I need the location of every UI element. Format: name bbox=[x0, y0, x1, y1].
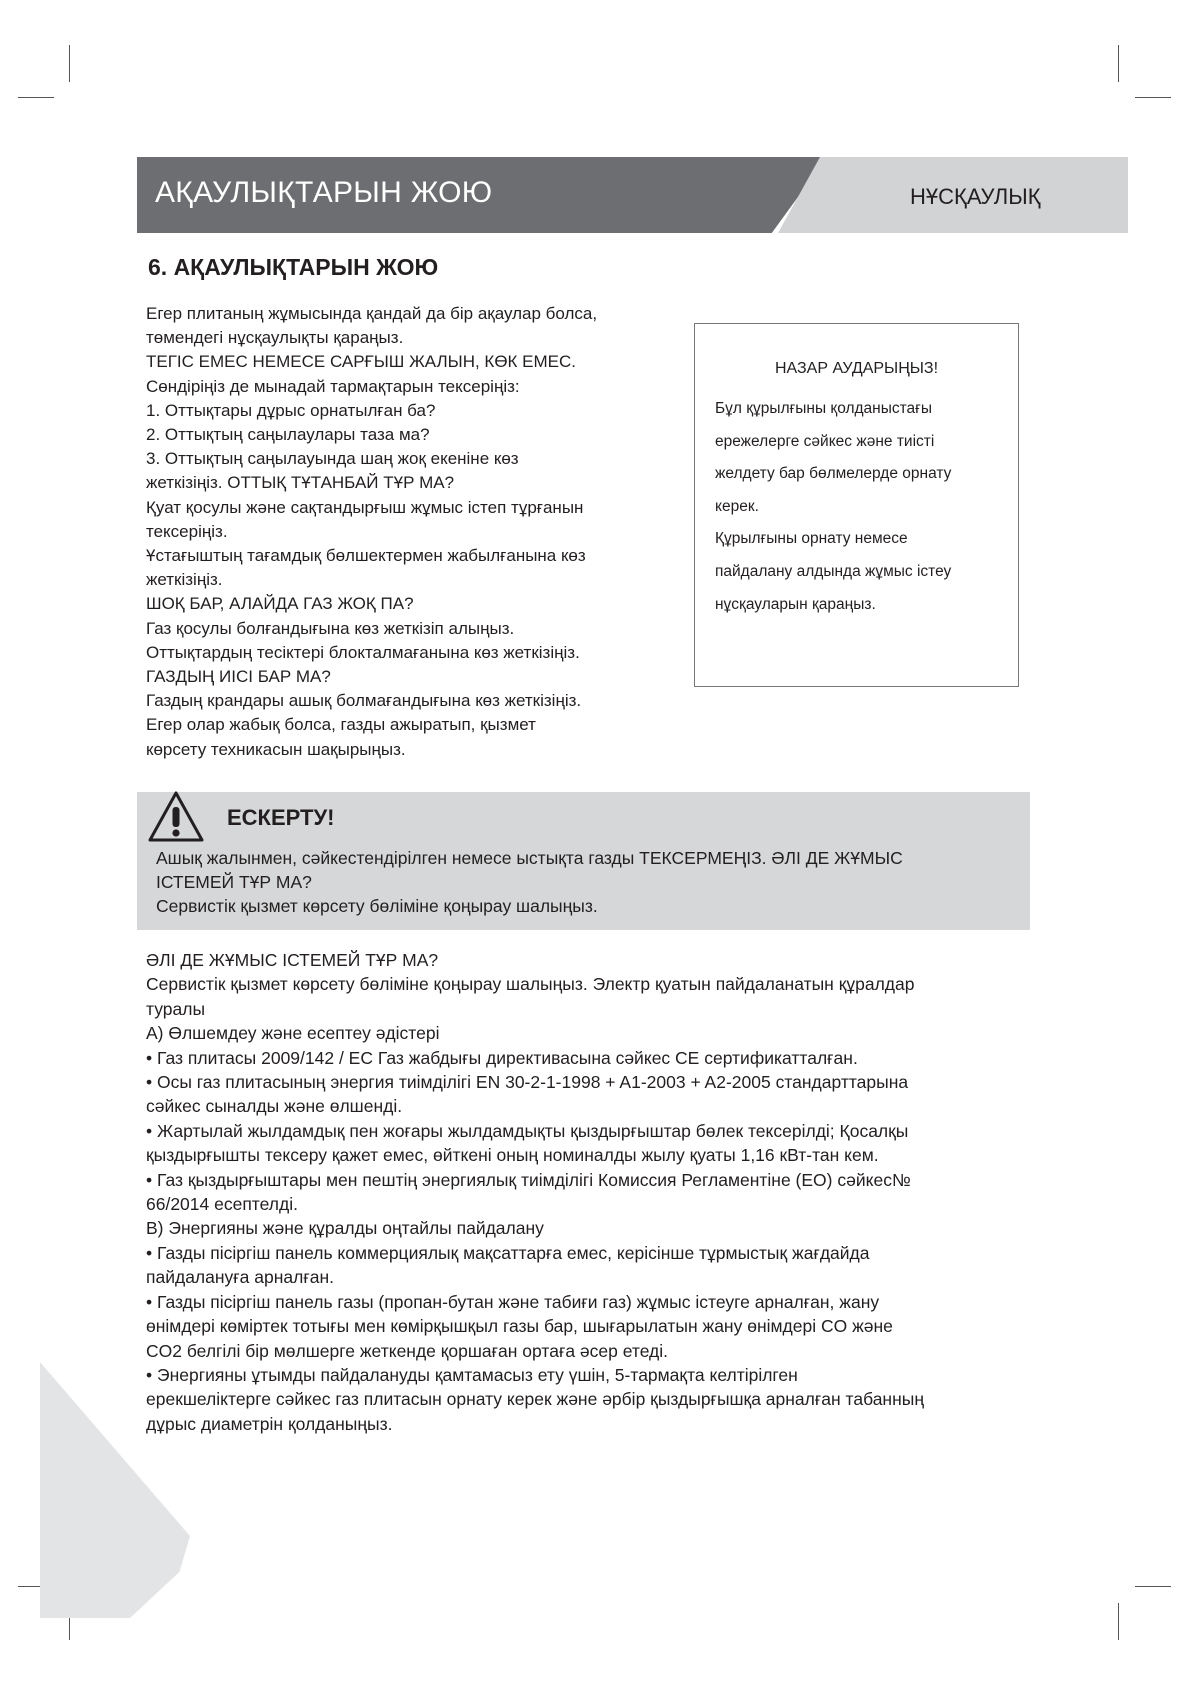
crop-mark-top-right-vertical bbox=[1118, 45, 1119, 82]
intro-line: Ұстағыштың тағамдық бөлшектермен жабылғанына көз bbox=[146, 546, 586, 566]
bottom-line: • Энергияны ұтымды пайдалануды қамтамасыз ету үшін, 5-тармақта келтірілген bbox=[146, 1364, 798, 1385]
note-line: Бұл құрылғыны қолданыстағы bbox=[715, 400, 932, 417]
note-line: желдету бар бөлмелерде орнату bbox=[715, 465, 952, 483]
bottom-line: • Осы газ плитасының энергия тиімділігі EN 30-2-1-1998 + A1-2003 + A2-2005 стандарттарына bbox=[146, 1072, 909, 1093]
note-title: НАЗАР АУДАРЫҢЫЗ! bbox=[774, 360, 939, 377]
energy-info-text bbox=[146, 948, 1026, 1436]
bottom-line: ӘЛІ ДЕ ЖҰМЫС ІСТЕМЕЙ ТҰР МА? bbox=[146, 950, 439, 970]
note-line: керек. bbox=[715, 497, 759, 515]
bottom-line: Сервистік қызмет көрсету бөліміне қоңырау шалыңыз. Электр қуатын пайдаланатын құралдар bbox=[146, 974, 915, 995]
intro-line: 3. Оттықтың саңылауында шаң жоқ екеніне көз bbox=[146, 449, 519, 469]
bottom-line: • Газды пісіргіш панель коммерциялық мақсаттарға емес, керісінше тұрмыстық жағдайда bbox=[146, 1242, 870, 1263]
bottom-line: B) Энергияны және құралды оңтайлы пайдалану bbox=[146, 1218, 544, 1239]
note-line: нұсқауларын қараңыз. bbox=[715, 595, 876, 613]
intro-line: көрсету техникасын шақырыңыз. bbox=[146, 739, 406, 759]
bottom-line: • Газ қыздырғыштары мен пештің энергиялық тиімділігі Комиссия Регламентіне (ЕО) сәйкес№ bbox=[146, 1169, 911, 1190]
note-body bbox=[715, 393, 1005, 621]
intro-line: жеткізіңіз. bbox=[146, 570, 223, 590]
bottom-line: • Жартылай жылдамдық пен жоғары жылдамдықты қыздырғыштар бөлек тексерілді; Қосалқы bbox=[146, 1120, 909, 1141]
warning-title: ЕСКЕРТУ! bbox=[227, 805, 335, 830]
note-line: ережелерге сәйкес және тиісті bbox=[715, 432, 935, 450]
bottom-line: 66/2014 есептелді. bbox=[146, 1194, 298, 1215]
crop-mark-bottom-right-vertical bbox=[1118, 1603, 1119, 1640]
bottom-line: пайдалануға арналған. bbox=[146, 1267, 334, 1288]
intro-line: ТЕГІС ЕМЕС НЕМЕСЕ САРҒЫШ ЖАЛЫН, КӨК ЕМЕС. bbox=[146, 352, 577, 372]
intro-line: 1. Оттықтары дұрыс орнатылған ба? bbox=[146, 400, 436, 420]
intro-line: Егер плитаның жұмысында қандай да бір ақаулар болса, bbox=[146, 304, 598, 323]
bottom-line: ерекшеліктерге сәйкес газ плитасын орнату керек және әрбір қыздырғышқа арналған табанның bbox=[146, 1389, 924, 1410]
bottom-line: өнімдері көміртек тотығы мен көмірқышқыл газы бар, шығарылатын жану өнімдері CO және bbox=[146, 1316, 893, 1337]
crop-mark-bottom-right-horizontal bbox=[1135, 1586, 1171, 1587]
bottom-line: • Газды пісіргіш панель газы (пропан-бутан және табиғи газ) жұмыс істеуге арналған, жану bbox=[146, 1291, 880, 1312]
bottom-line: • Газ плитасы 2009/142 / EC Газ жабдығы директивасына сәйкес CE сертификатталған. bbox=[146, 1047, 858, 1068]
bottom-line: CO2 белгілі бір мөлшерге жеткенде қоршаған ортаға әсер етеді. bbox=[146, 1340, 669, 1361]
warning-line: Ашық жалынмен, сәйкестендірілген немесе ыстықта газды ТЕКСЕРМЕҢІЗ. ӘЛІ ДЕ ЖҰМЫС bbox=[156, 848, 903, 868]
crop-mark-top-left-vertical bbox=[69, 45, 70, 82]
warning-line: Сервистік қызмет көрсету бөліміне қоңырау шалыңыз. bbox=[156, 896, 598, 916]
intro-line: 2. Оттықтың саңылаулары таза ма? bbox=[146, 425, 430, 445]
page-title: 6. АҚАУЛЫҚТАРЫН ЖОЮ bbox=[148, 254, 439, 280]
bottom-line: қыздырғышты тексеру қажет емес, өйткені оның номиналды жылу қуаты 1,16 кВт-тан кем. bbox=[146, 1145, 879, 1166]
bottom-line: дұрыс диаметрін қолданыңыз. bbox=[146, 1413, 393, 1434]
intro-line: жеткізіңіз. ОТТЫҚ ТҰТАНБАЙ ТҰР МА? bbox=[146, 473, 455, 493]
header-manual-label: НҰСҚАУЛЫҚ bbox=[910, 184, 1041, 209]
bottom-line: сәйкес сыналды және өлшенді. bbox=[146, 1096, 403, 1117]
header-section-label: АҚАУЛЫҚТАРЫН ЖОЮ bbox=[155, 176, 493, 209]
warning-body bbox=[156, 846, 1016, 918]
crop-mark-top-left-horizontal bbox=[18, 97, 54, 98]
crop-mark-top-right-horizontal bbox=[1135, 97, 1171, 98]
intro-line: Егер олар жабық болса, газды ажыратып, қызмет bbox=[146, 715, 536, 735]
intro-line: ШОҚ БАР, АЛАЙДА ГАЗ ЖОҚ ПА? bbox=[146, 594, 414, 614]
intro-line: Оттықтардың тесіктері блокталмағанына көз жеткізіңіз. bbox=[146, 642, 580, 662]
intro-line: Газ қосулы болғандығына көз жеткізіп алыңыз. bbox=[146, 618, 515, 638]
intro-line: Газдың крандары ашық болмағандығына көз жеткізіңіз. bbox=[146, 691, 582, 711]
warning-triangle-icon bbox=[147, 790, 205, 844]
attention-note-box bbox=[694, 323, 1019, 687]
intro-line: төмендегі нұсқаулықты қараңыз. bbox=[146, 328, 404, 348]
intro-line: ГАЗДЫҢ ИІСІ БАР МА? bbox=[146, 667, 331, 687]
note-line: пайдалану алдында жұмыс істеу bbox=[715, 562, 952, 580]
intro-line: тексеріңіз. bbox=[146, 521, 228, 541]
note-line: Құрылғыны орнату немесе bbox=[715, 530, 908, 548]
bottom-line: A) Өлшемдеу және есептеу әдістері bbox=[146, 1023, 440, 1044]
bottom-line: туралы bbox=[146, 998, 206, 1019]
intro-text bbox=[146, 302, 686, 762]
intro-line: Сөндіріңіз де мынадай тармақтарын тексеріңіз: bbox=[146, 376, 520, 396]
intro-line: Қуат қосулы және сақтандырғыш жұмыс істеп тұрғанын bbox=[146, 497, 584, 517]
warning-line: ІСТЕМЕЙ ТҰР МА? bbox=[156, 872, 312, 892]
